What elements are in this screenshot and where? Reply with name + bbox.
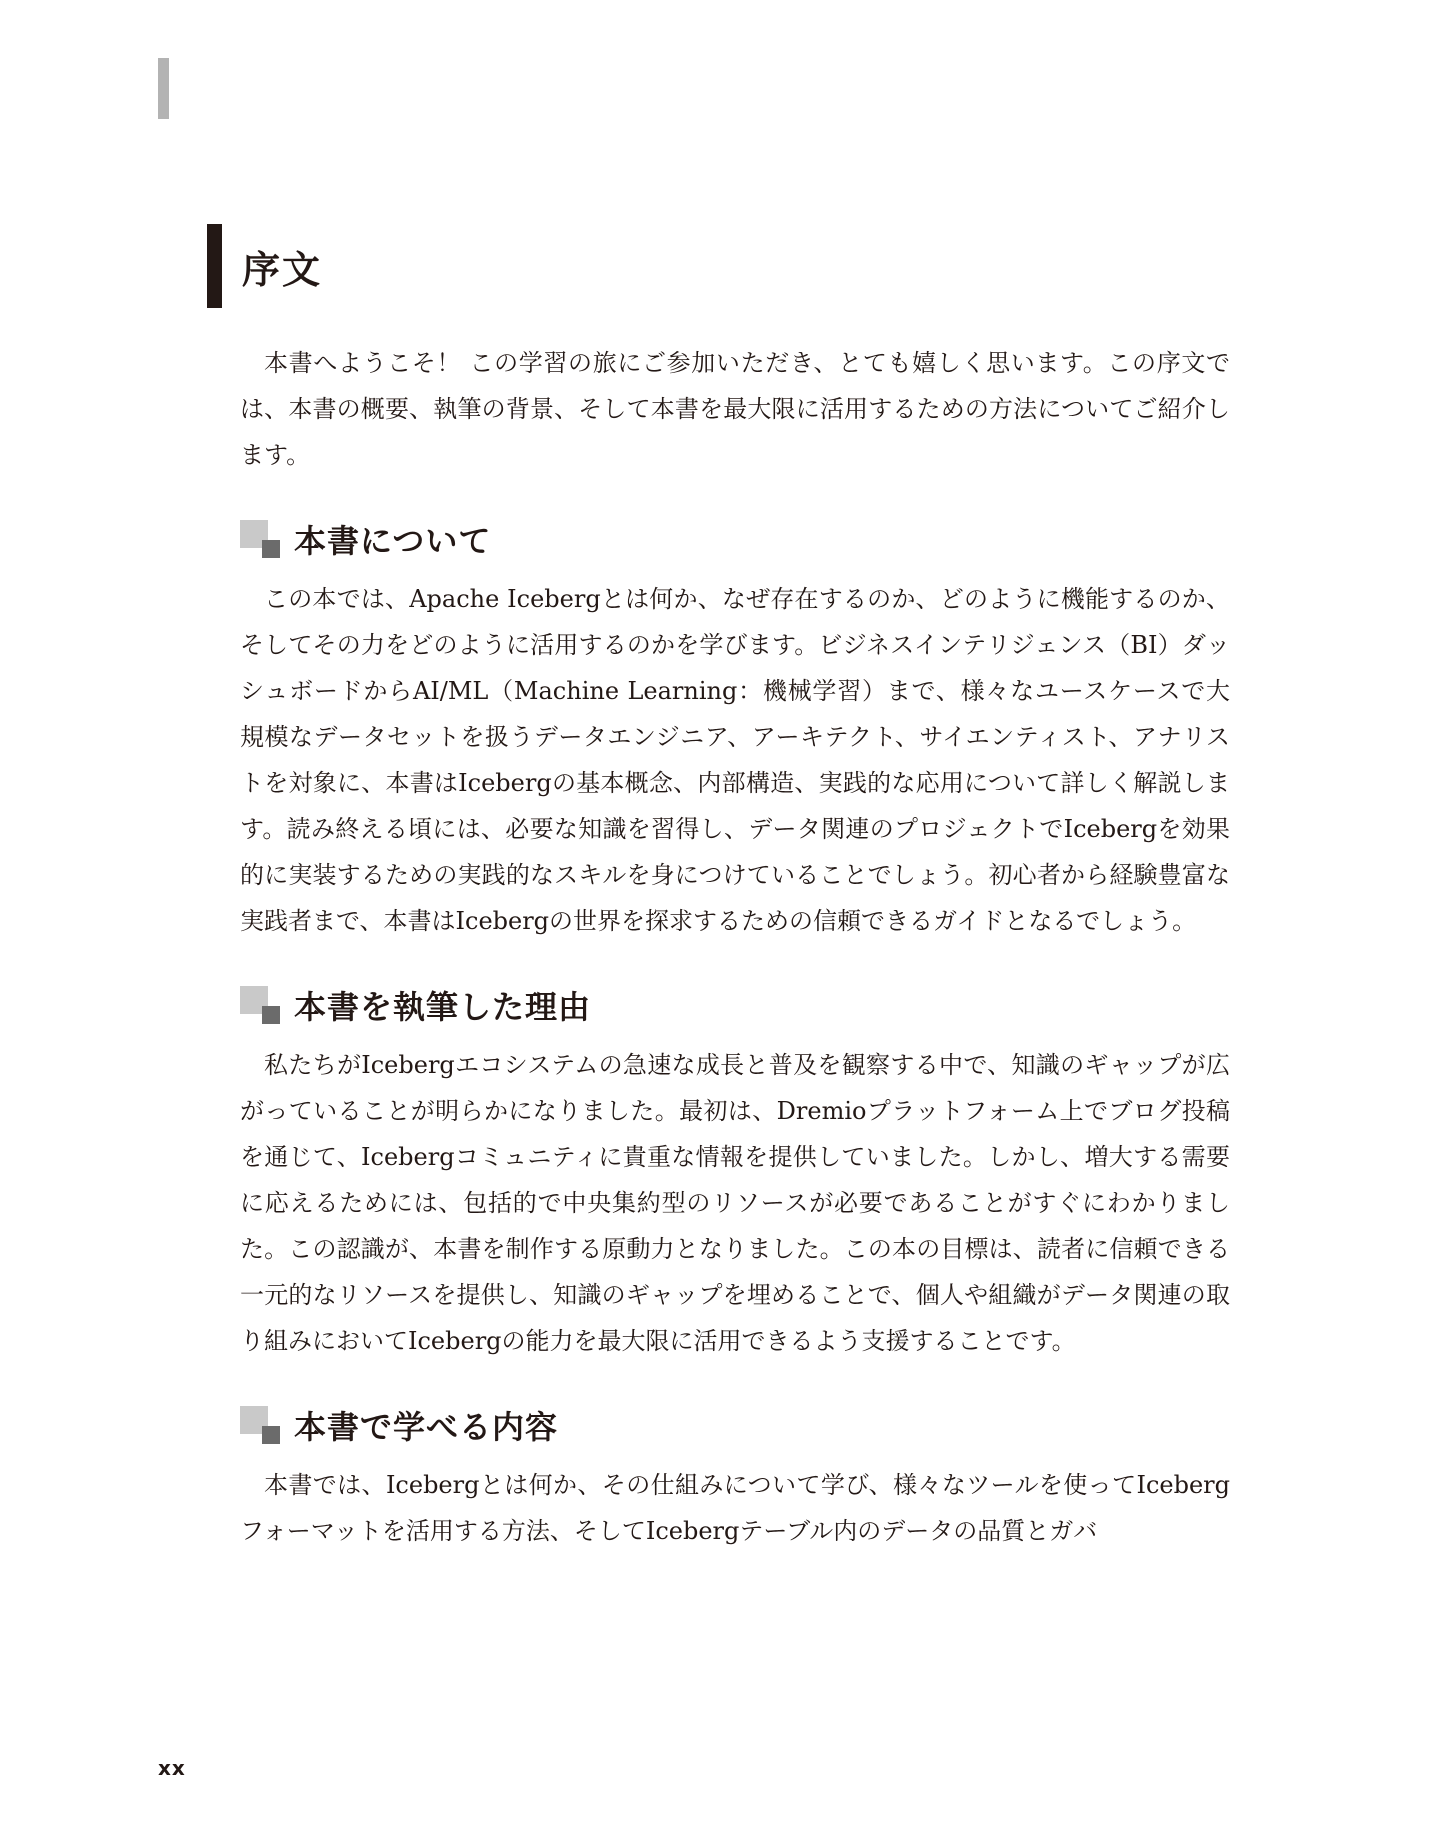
main-content — [240, 340, 1230, 1554]
page-edge-mark — [158, 58, 169, 119]
chapter-title: 序文 — [242, 247, 323, 292]
section-paragraph: この本では、Apache Icebergとは何か、なぜ存在するのか、どのように機能するのか、そしてその力をどのように活用するのかを学びます。ビジネスインテリジェンス（BI）ダッシュボードからAI/ML（Machine Learning：機械学習）まで、様々なユースケースで大規模なデータセットを扱うデータエンジニア、アーキテクト、サイエンティスト、アナリストを対象に、本書はIcebergの基本概念、内部構造、実践的な応用について詳しく解説します。読み終える頃には、必要な知識を習得し、データ関連のプロジェクトでIcebergを効果的に実装するための実践的なスキルを身につけていることでしょう。初心者から経験豊富な実践者まで、本書はIcebergの世界を探求するための信頼できるガイドとなるでしょう。 — [240, 585, 1230, 935]
section-square-icon — [240, 520, 278, 558]
section-paragraph: 私たちがIcebergエコシステムの急速な成長と普及を観察する中で、知識のギャップが広がっていることが明らかになりました。最初は、Dremioプラットフォーム上でブログ投稿を通じて、Icebergコミュニティに貴重な情報を提供していました。しかし、増大する需要に応えるためには、包括的で中央集約型のリソースが必要であることがすぐにわかりました。この認識が、本書を制作する原動力となりました。この本の目標は、読者に信頼できる一元的なリソースを提供し、知識のギャップを埋めることで、個人や組織がデータ関連の取り組みにおいてIcebergの能力を最大限に活用できるよう支援することです。 — [240, 1051, 1230, 1355]
page-number: xx — [158, 1756, 186, 1780]
section-paragraph: 本書では、Icebergとは何か、その仕組みについて学び、様々なツールを使ってIcebergフォーマットを活用する方法、そしてIcebergテーブル内のデータの品質とガバ — [240, 1471, 1230, 1545]
section-heading-about — [240, 516, 1230, 562]
section-title: 本書について — [294, 522, 492, 560]
section-title: 本書を執筆した理由 — [294, 988, 592, 1026]
chapter-heading — [207, 224, 322, 308]
intro-paragraph: 本書へようこそ！ この学習の旅にご参加いただき、とても嬉しく思います。この序文では、本書の概要、執筆の背景、そして本書を最大限に活用するための方法についてご紹介します。 — [240, 349, 1230, 469]
section-square-icon — [240, 986, 278, 1024]
section-heading-learn — [240, 1402, 1230, 1448]
section-heading-why — [240, 982, 1230, 1028]
chapter-heading-bar — [207, 224, 222, 308]
section-square-icon — [240, 1406, 278, 1444]
section-title: 本書で学べる内容 — [294, 1408, 559, 1446]
